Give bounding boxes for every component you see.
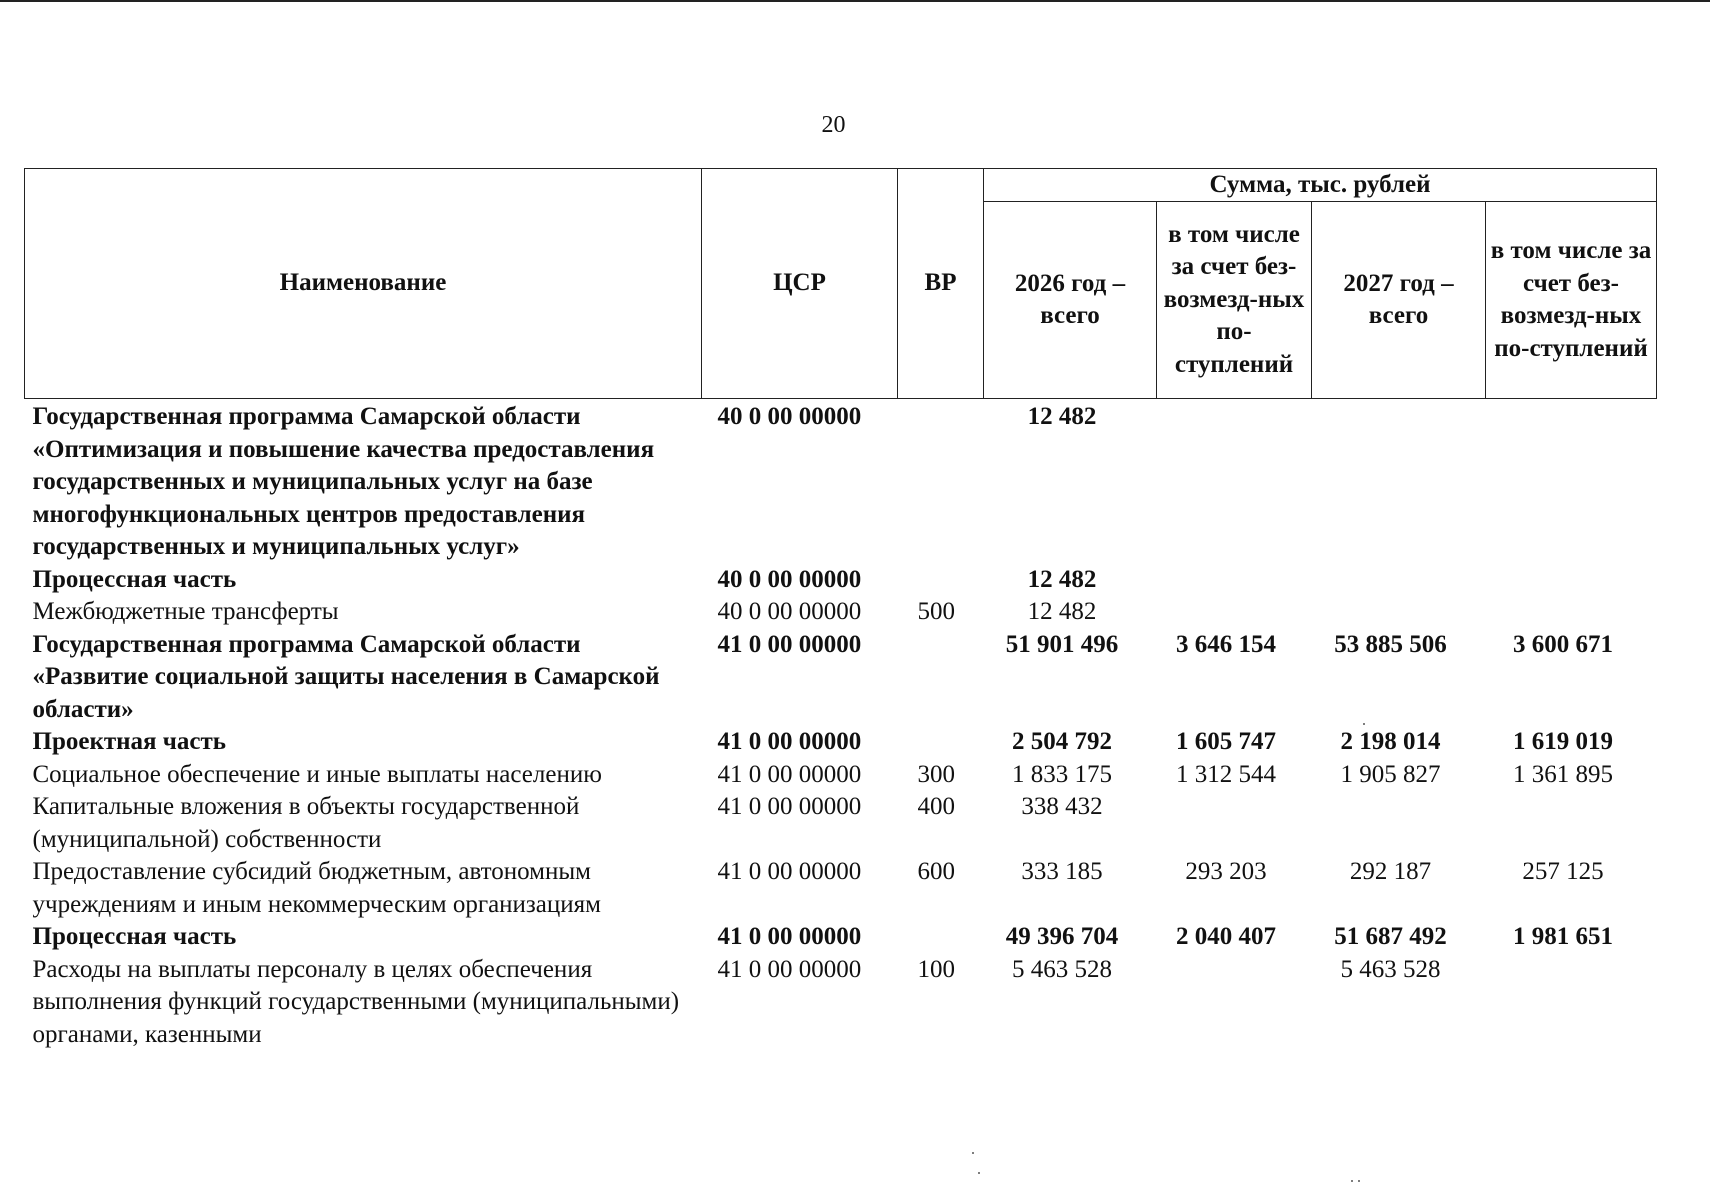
cell-name: Государственная программа Самарской области «Оптимизация и повышение качества предоставления государственных и муниципальных услуг на базе многофункциональных центров предоставления государственных и муниципальных услуг»: [32, 403, 655, 560]
cell-2027-gratuitous: [1486, 954, 1657, 1052]
cell-2027-total: [1312, 564, 1486, 597]
cell-2027-gratuitous: [1486, 564, 1657, 597]
table-header: [25, 169, 1657, 399]
cell-2026-gratuitous: [1157, 564, 1312, 597]
cell-name: Расходы на выплаты персоналу в целях обеспечения выполнения функций государственными (муниципальными) органами, казенными: [32, 955, 680, 1048]
cell-2027-total: 5 463 528: [1340, 955, 1441, 983]
table-row: [25, 791, 1657, 856]
scan-speck: [1351, 1180, 1353, 1182]
cell-2027-total: [1312, 399, 1486, 564]
header-2027-gratuitous: в том числе за счет без-возмезд-ных по-ступлений: [1486, 202, 1657, 399]
cell-2026-total: 49 396 704: [1005, 923, 1119, 950]
cell-name: Государственная программа Самарской области «Развитие социальной защиты населения в Самарской области»: [32, 630, 660, 723]
cell-vr: 300: [917, 760, 955, 788]
header-sum-group: Сумма, тыс. рублей: [984, 169, 1657, 202]
cell-2026-total: 5 463 528: [1012, 955, 1112, 983]
cell-2027-gratuitous: [1486, 791, 1657, 856]
header-csr: ЦСР: [702, 169, 898, 399]
cell-2026-gratuitous: 3 646 154: [1176, 630, 1276, 658]
cell-vr: [898, 921, 984, 954]
cell-csr: 41 0 00 00000: [717, 728, 862, 755]
cell-2026-total: 12 482: [1027, 598, 1097, 625]
cell-2027-total: 2 198 014: [1340, 728, 1441, 755]
cell-name: Предоставление субсидий бюджетным, автономным учреждениям и иным некоммерческим организациям: [32, 858, 601, 918]
cell-vr: 500: [917, 598, 955, 625]
cell-vr: 600: [917, 858, 955, 885]
cell-name: Капитальные вложения в объекты государственной (муниципальной) собственности: [32, 793, 580, 853]
cell-2027-total: 51 687 492: [1334, 923, 1447, 950]
cell-vr: [898, 726, 984, 759]
cell-2027-gratuitous: 1 619 019: [1513, 728, 1613, 755]
table-body: [25, 399, 1657, 1052]
cell-csr: 41 0 00 00000: [717, 923, 862, 950]
cell-vr: 400: [917, 793, 955, 820]
cell-name: Процессная часть: [32, 923, 237, 950]
table-row: [25, 856, 1657, 921]
cell-csr: 41 0 00 00000: [717, 760, 862, 788]
page-number: 20: [821, 112, 846, 138]
cell-2026-gratuitous: 293 203: [1185, 858, 1267, 885]
cell-csr: 41 0 00 00000: [717, 858, 862, 885]
header-2026-total: 2026 год – всего: [984, 202, 1157, 399]
cell-2027-gratuitous: [1486, 596, 1657, 629]
table-row: [25, 629, 1657, 727]
cell-name: Межбюджетные трансферты: [32, 598, 339, 625]
cell-2026-gratuitous: [1157, 791, 1312, 856]
cell-2027-gratuitous: 257 125: [1522, 858, 1604, 885]
table-row: [25, 399, 1657, 564]
cell-2027-total: [1312, 791, 1486, 856]
cell-csr: 41 0 00 00000: [717, 955, 862, 983]
cell-2027-gratuitous: 1 981 651: [1513, 923, 1613, 950]
scan-speck: [972, 1152, 974, 1154]
cell-name: Процессная часть: [32, 565, 237, 593]
cell-csr: 41 0 00 00000: [717, 630, 862, 658]
cell-vr: [898, 564, 984, 597]
cell-csr: 40 0 00 00000: [717, 565, 862, 593]
budget-table: [24, 168, 1657, 1051]
cell-2026-total: 338 432: [1021, 793, 1103, 820]
header-name: Наименование: [25, 169, 702, 399]
header-2027-total: 2027 год – всего: [1312, 202, 1486, 399]
cell-2027-total: 1 905 827: [1340, 760, 1441, 788]
cell-2027-gratuitous: 1 361 895: [1513, 760, 1613, 788]
cell-vr: [898, 399, 984, 564]
cell-2026-total: 12 482: [1027, 565, 1097, 593]
cell-2026-total: 12 482: [1027, 403, 1097, 430]
header-vr: ВР: [898, 169, 984, 399]
cell-csr: 40 0 00 00000: [717, 403, 862, 430]
table-row: [25, 596, 1657, 629]
cell-name: Социальное обеспечение и иные выплаты населению: [32, 760, 602, 788]
cell-2026-gratuitous: [1157, 596, 1312, 629]
table-row: [25, 564, 1657, 597]
cell-vr: [898, 629, 984, 727]
cell-2026-gratuitous: [1157, 954, 1312, 1052]
table-row: [25, 954, 1657, 1052]
cell-2026-gratuitous: 1 605 747: [1176, 728, 1276, 755]
table-row: [25, 759, 1657, 792]
cell-2026-gratuitous: 1 312 544: [1176, 760, 1276, 788]
table-row: [25, 726, 1657, 759]
cell-2027-gratuitous: [1486, 399, 1657, 564]
cell-2026-total: 1 833 175: [1012, 760, 1112, 788]
cell-vr: 100: [917, 955, 955, 983]
cell-2027-total: 292 187: [1349, 858, 1432, 885]
cell-2026-total: 51 901 496: [1005, 630, 1119, 658]
cell-2026-gratuitous: [1157, 399, 1312, 564]
table-row: [25, 921, 1657, 954]
scan-speck: [1358, 1180, 1360, 1182]
cell-2026-gratuitous: 2 040 407: [1176, 923, 1276, 950]
cell-csr: 40 0 00 00000: [717, 598, 862, 625]
cell-2026-total: 333 185: [1021, 858, 1103, 885]
cell-name: Проектная часть: [32, 728, 227, 755]
top-scan-edge: [0, 0, 1710, 2]
cell-2026-total: 2 504 792: [1012, 728, 1112, 755]
cell-2027-total: 53 885 506: [1334, 630, 1447, 658]
scan-speck: [1363, 723, 1365, 725]
scan-speck: [978, 1172, 980, 1174]
cell-2027-total: [1312, 596, 1486, 629]
cell-2027-gratuitous: 3 600 671: [1513, 630, 1613, 658]
header-2026-gratuitous: в том числе за счет без-возмезд-ных по-ступлений: [1157, 202, 1312, 399]
cell-csr: 41 0 00 00000: [717, 793, 862, 820]
